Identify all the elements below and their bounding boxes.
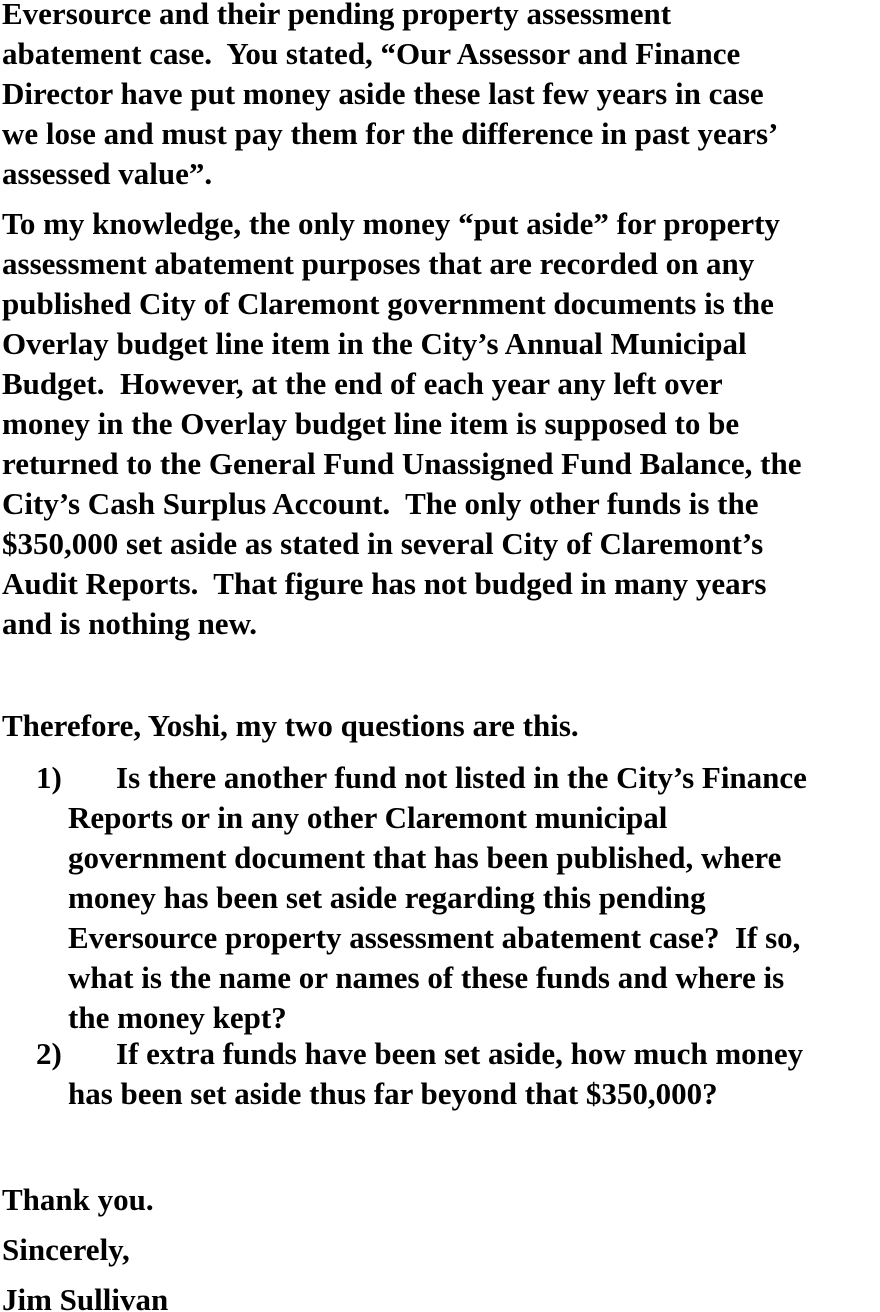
text-line: the money kept? [68,1000,287,1035]
text-line: $350,000 set aside as stated in several City of Claremont’s [2,526,764,561]
text-line: Audit Reports. That figure has not budged in many years [2,566,767,601]
text-line: abatement case. You stated, “Our Assessor and Finance [2,36,741,71]
text-line: money has been set aside regarding this pending [68,880,706,915]
text-line: returned to the General Fund Unassigned Fund Balance, the [2,446,802,481]
text-line: assessed value”. [2,156,213,191]
text-line: Eversource and their pending property assessment [2,0,672,31]
text-line: government document that has been published, where [68,840,782,875]
text-line: published City of Claremont government documents is the [2,286,774,321]
text-line: has been set aside thus far beyond that $350,000? [68,1076,718,1111]
text-line: Director have put money aside these last few years in case [2,76,764,111]
question-number: 2) [36,1036,62,1071]
text-line: what is the name or names of these funds and where is [68,960,785,995]
text-line: Overlay budget line item in the City’s Annual Municipal [2,326,747,361]
text-line: Budget. However, at the end of each year any left over [2,366,723,401]
text-line: To my knowledge, the only money “put aside” for property [2,206,780,241]
closing-thanks: Thank you. [2,1182,154,1217]
signoff: Sincerely, [2,1232,130,1267]
text-line: City’s Cash Surplus Account. The only other funds is the [2,486,759,521]
question-number: 1) [36,760,62,795]
text-line: If extra funds have been set aside, how much money [116,1036,804,1071]
text-line: Reports or in any other Claremont municipal [68,800,668,835]
text-line: we lose and must pay them for the difference in past years’ [2,116,779,151]
text-line: Is there another fund not listed in the City’s Finance [116,760,807,795]
text-line: money in the Overlay budget line item is supposed to be [2,406,740,441]
text-line: Eversource property assessment abatement case? If so, [68,920,801,955]
text-line: assessment abatement purposes that are recorded on any [2,246,755,281]
questions-intro: Therefore, Yoshi, my two questions are this. [2,708,579,743]
text-line: and is nothing new. [2,606,257,641]
signature-name: Jim Sullivan [2,1282,169,1312]
